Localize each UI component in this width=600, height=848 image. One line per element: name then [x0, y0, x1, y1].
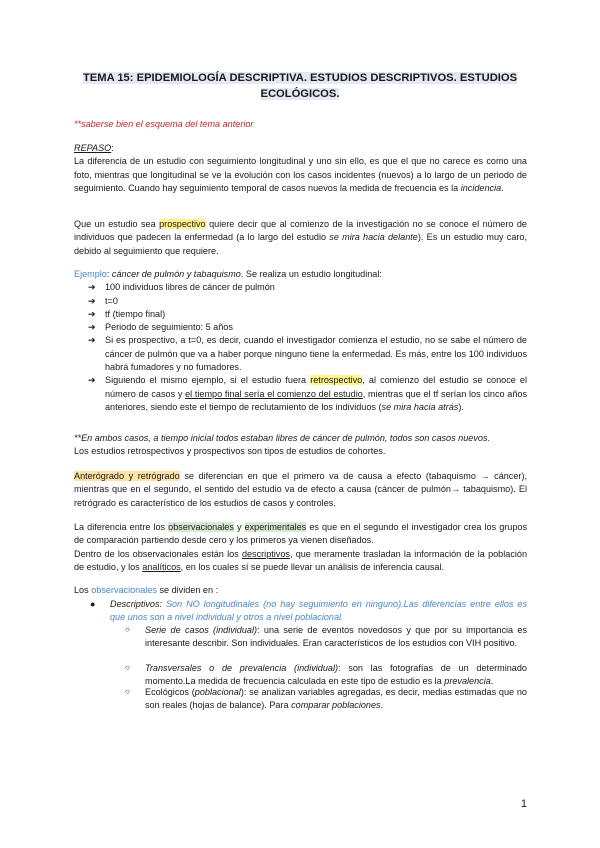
list-item: ➔ 100 individuos libres de cáncer de pulmón — [74, 281, 527, 294]
anterogrado-highlight: Anterógrado y retrógrado — [74, 471, 180, 481]
bullet-icon: ● — [90, 599, 96, 609]
circle-bullet-icon: ○ — [125, 625, 130, 634]
ejemplo-section: Ejemplo: cáncer de pulmón y tabaquismo. Se realiza un estudio longitudinal: ➔ 100 individuos libres de cáncer de pulmón ➔ t=0 ➔ tf (tiempo final) ➔ Periodo de seguimiento: 5 años ➔ Si es prospectivo, a t=0, es decir, cuando el investigador comienza el estudio, no se sabe el número de cáncer de pulmón que va a haber porque ninguno tiene la enfermedad. Es más, entre los 100 individuos habrá fumadores y no fumadores. ➔ Siguiendo el mismo ejemplo, si el estudio fuera retrospectivo, al comienzo del estudio se conoce el número de casos y el tiempo final sería el comienzo del estudio, mientras que el tf serían los cinco años anteriores, siendo este el tiempo de reclutamiento de los individuos (se mira hacia atrás). — [74, 268, 527, 414]
ejemplo-label: Ejemplo — [74, 269, 107, 279]
observacionales-highlight: observacionales — [168, 522, 234, 532]
list-item: ➔ Si es prospectivo, a t=0, es decir, cuando el investigador comienza el estudio, no se sabe el número de cáncer de pulmón que va a haber porque ninguno tiene la enfermedad. Es más, entre los 100 individuos habrá fumadores y no fumadores. — [88, 335, 527, 373]
clasificacion-intro: Los observacionales se dividen en : — [74, 585, 219, 595]
serie-casos-item: ○ Serie de casos (individual): una serie de eventos novedosos y que por su importancia es interesante describir. Son individuales. Eran característicos de los estudios con VIH positivo. — [125, 625, 528, 649]
arrow-icon: ➔ — [88, 295, 96, 306]
retrospectivo-highlight: retrospectivo — [310, 375, 363, 386]
arrow-icon: ➔ — [88, 322, 96, 333]
anterogrado-paragraph: Anterógrado y retrógrado se diferencian en que el primero va de causa a efecto (tabaquismo → cáncer), mientras que en el segundo, el sentido del estudio va de efecto a causa (cáncer de pulmón→ tabaquismo). El retrógrado es característico de los estudios de casos y controles. — [74, 471, 527, 508]
transversales-item: ○ Transversales o de prevalencia (individual): son las fotografías de un determinado momento.La medida de frecuencia calculada en este tipo de estudio es la prevalencia. — [125, 663, 527, 687]
list-item: ➔ Siguiendo el mismo ejemplo, si el estudio fuera retrospectivo, al comienzo del estudio se conoce el número de casos y el tiempo final sería el comienzo del estudio, mientras que el tf serían los cinco años anteriores, siendo este el tiempo de reclutamiento de los individuos (se mira hacia atrás). — [88, 375, 527, 412]
arrow-icon: ➔ — [88, 375, 96, 386]
arrow-icon: ➔ — [88, 308, 96, 319]
scheme-note: **saberse bien el esquema del tema anterior — [74, 119, 254, 129]
arrow-icon: ➔ — [88, 335, 96, 346]
experimentales-highlight: experimentales — [244, 522, 307, 532]
prospectivo-highlight: prospectivo — [159, 219, 206, 229]
list-item: ➔ t=0 — [74, 295, 527, 308]
circle-bullet-icon: ○ — [125, 687, 130, 696]
page-title: TEMA 15: EPIDEMIOLOGÍA DESCRIPTIVA. ESTUDIOS DESCRIPTIVOS. ESTUDIOS ECOLÓGICOS. — [82, 72, 518, 100]
circle-bullet-icon: ○ — [125, 663, 130, 672]
observacionales-paragraph: La diferencia entre los observacionales y experimentales es que en el segundo el investigador crea los grupos de comparación partiendo desde cero y los primeros ya vienen diseñados. Dentro de los observacionales están los descriptivos, que meramente trasladan la información de la población de estudio, y los analíticos, en los cuales sí se puede llevar un análisis de inferencia causal. — [74, 522, 528, 572]
repaso-heading: REPASO — [74, 143, 112, 153]
arrow-icon: ➔ — [88, 282, 96, 293]
ejemplo-list — [74, 281, 527, 414]
descriptivos-item: ● Descriptivos: Son NO longitudinales (no hay seguimiento en ninguno).Las diferencias entre ellos es que unos son a nivel individual y otros a nivel poblacional. — [90, 599, 527, 623]
list-item: ➔ tf (tiempo final) — [74, 308, 527, 321]
list-item: ➔ Periodo de seguimiento: 5 años — [74, 321, 527, 334]
prospectivo-paragraph: Que un estudio sea prospectivo quiere decir que al comienzo de la investigación no se conoce el número de individuos que padecen la enfermedad (a lo largo del estudio se mira hacia delante). Es un estudio muy caro, debido al seguimiento que requiere. — [74, 219, 527, 256]
repaso-section: REPASO: La diferencia de un estudio con seguimiento longitudinal y uno sin ello, es que el que no carece es como una foto, mientras que longitudinal se ve la evolución con los casos incidentes (nuevos) a lo largo de un periodo de seguimiento. Cuando hay seguimiento temporal de casos nuevos la medida de frecuencia es la incidencia. — [74, 143, 527, 193]
ambos-casos-note: **En ambos casos, a tiempo inicial todos estaban libres de cáncer de pulmón, todos son casos nuevos. Los estudios retrospectivos y prospectivos son tipos de estudios de cohortes. — [74, 433, 491, 457]
page-number: 1 — [520, 798, 527, 810]
ecologicos-item: ○ Ecológicos (poblacional): se analizan variables agregadas, es decir, medias estimadas que no son reales (hojas de balance). Para comparar poblaciones. — [125, 687, 527, 711]
